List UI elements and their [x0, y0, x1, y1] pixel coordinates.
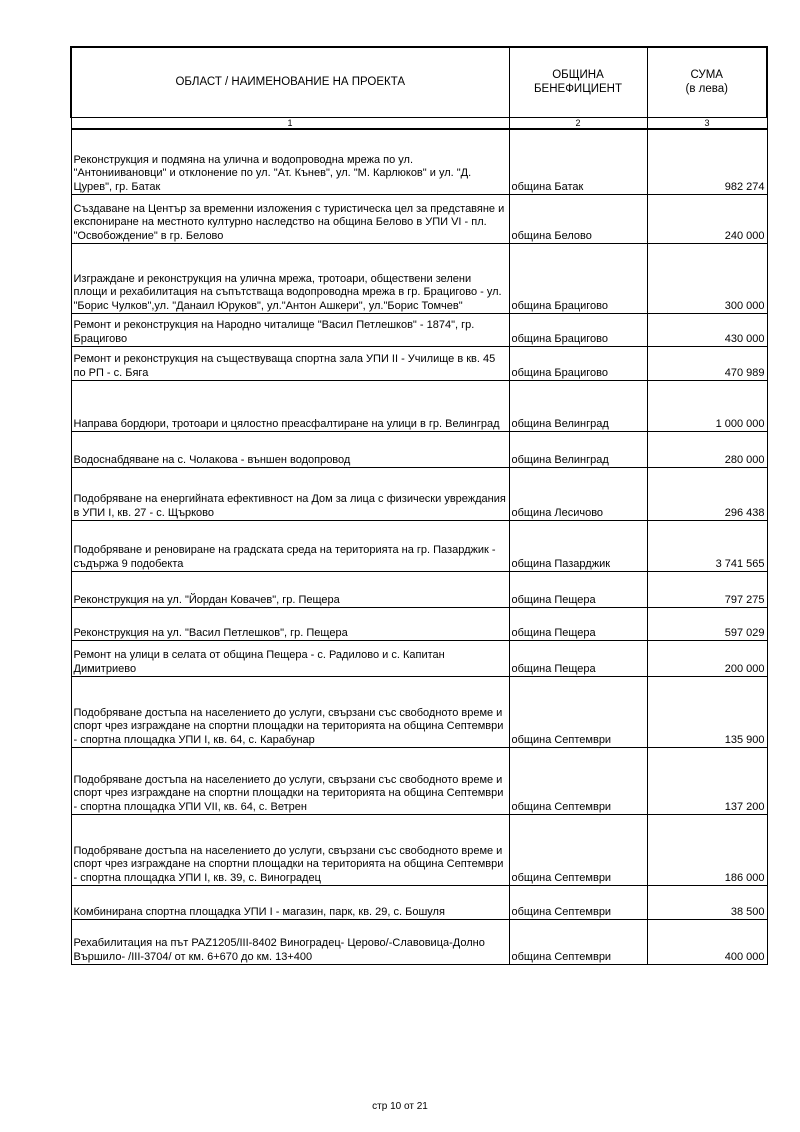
amount-cell: 470 989: [647, 347, 767, 381]
project-name-cell: Подобряване и реновиране на градската среда на територията на гр. Пазарджик - съдържа 9 подобекта: [71, 521, 509, 572]
beneficiary-cell: община Лесичово: [509, 468, 647, 521]
project-name-cell: Ремонт и реконструкция на съществуваща спортна зала УПИ II - Училище в кв. 45 по РП - с. Бяга: [71, 347, 509, 381]
amount-cell: 200 000: [647, 641, 767, 677]
amount-cell: 186 000: [647, 815, 767, 886]
beneficiary-cell: община Батак: [509, 129, 647, 195]
project-name-cell: Подобряване достъпа на населението до услуги, свързани със свободното време и спорт чрез изграждане на спортни площадки на територията на община Септември - спортна площадка УПИ I, кв. 64, с. Карабунар: [71, 677, 509, 748]
amount-cell: 400 000: [647, 920, 767, 965]
table-row: [71, 432, 767, 468]
beneficiary-cell: община Пещера: [509, 608, 647, 641]
beneficiary-cell: община Пещера: [509, 572, 647, 608]
beneficiary-cell: община Белово: [509, 195, 647, 244]
column-number: 3: [647, 117, 767, 129]
table-row: [71, 815, 767, 886]
project-name-cell: Ремонт на улици в селата от община Пещера - с. Радилово и с. Капитан Димитриево: [71, 641, 509, 677]
beneficiary-cell: община Септември: [509, 920, 647, 965]
beneficiary-cell: община Брацигово: [509, 314, 647, 347]
table-row: [71, 347, 767, 381]
amount-cell: 597 029: [647, 608, 767, 641]
beneficiary-cell: община Велинград: [509, 381, 647, 432]
table-row: [71, 920, 767, 965]
header-amount: СУМА (в лева): [647, 47, 767, 117]
amount-cell: 280 000: [647, 432, 767, 468]
table-row: [71, 572, 767, 608]
project-name-cell: Направа бордюри, тротоари и цялостно преасфалтиране на улици в гр. Велинград: [71, 381, 509, 432]
beneficiary-cell: община Велинград: [509, 432, 647, 468]
project-name-cell: Ремонт и реконструкция на Народно читалище "Васил Петлешков" - 1874", гр. Брацигово: [71, 314, 509, 347]
beneficiary-cell: община Пещера: [509, 641, 647, 677]
amount-cell: 797 275: [647, 572, 767, 608]
table-row: [71, 677, 767, 748]
project-name-cell: Реконструкция и подмяна на улична и водопроводна мрежа по ул. "Антониивановци" и отклонение по ул. "Ат. Кънев", ул. "М. Карлюков" и ул. "Д. Цурев", гр. Батак: [71, 129, 509, 195]
beneficiary-cell: община Пазарджик: [509, 521, 647, 572]
beneficiary-cell: община Септември: [509, 886, 647, 920]
project-name-cell: Реконструкция на ул. "Йордан Ковачев", гр. Пещера: [71, 572, 509, 608]
amount-cell: 300 000: [647, 244, 767, 314]
table-row: [71, 748, 767, 815]
amount-cell: 38 500: [647, 886, 767, 920]
column-number: 1: [71, 117, 509, 129]
column-number: 2: [509, 117, 647, 129]
table-row: [71, 314, 767, 347]
beneficiary-cell: община Брацигово: [509, 244, 647, 314]
table-row: [71, 468, 767, 521]
project-name-cell: Комбинирана спортна площадка УПИ I - магазин, парк, кв. 29, с. Бошуля: [71, 886, 509, 920]
table-row: [71, 244, 767, 314]
project-name-cell: Реконструкция на ул. "Васил Петлешков", гр. Пещера: [71, 608, 509, 641]
column-number-row: [71, 117, 767, 129]
header-beneficiary: ОБЩИНА БЕНЕФИЦИЕНТ: [509, 47, 647, 117]
amount-cell: 982 274: [647, 129, 767, 195]
amount-cell: 3 741 565: [647, 521, 767, 572]
project-name-cell: Изграждане и реконструкция на улична мрежа, тротоари, обществени зелени площи и рехабилитация на съпътстваща водопроводна мрежа в гр. Брацигово - ул. "Борис Чулков",ул. "Данаил Юруков", ул."Антон Ашкери", ул."Борис Томчев": [71, 244, 509, 314]
projects-table: [70, 46, 768, 965]
amount-cell: 296 438: [647, 468, 767, 521]
beneficiary-cell: община Септември: [509, 677, 647, 748]
header-project: ОБЛАСТ / НАИМЕНОВАНИЕ НА ПРОЕКТА: [71, 47, 509, 117]
project-name-cell: Подобряване на енергийната ефективност на Дом за лица с физически увреждания в УПИ I, кв. 27 - с. Щърково: [71, 468, 509, 521]
amount-cell: 137 200: [647, 748, 767, 815]
project-name-cell: Водоснабдяване на с. Чолакова - външен водопровод: [71, 432, 509, 468]
table-row: [71, 195, 767, 244]
amount-cell: 135 900: [647, 677, 767, 748]
table-row: [71, 129, 767, 195]
beneficiary-cell: община Брацигово: [509, 347, 647, 381]
table-row: [71, 381, 767, 432]
project-name-cell: Създаване на Център за временни изложения с туристическа цел за представяне и експониране на местното културно наследство на община Белово в УПИ VI - пл. "Освобождение" в гр. Белово: [71, 195, 509, 244]
project-name-cell: Подобряване достъпа на населението до услуги, свързани със свободното време и спорт чрез изграждане на спортни площадки на територията на община Септември - спортна площадка УПИ I, кв. 39, с. Виноградец: [71, 815, 509, 886]
amount-cell: 1 000 000: [647, 381, 767, 432]
header-row: [71, 47, 767, 117]
project-name-cell: Подобряване достъпа на населението до услуги, свързани със свободното време и спорт чрез изграждане на спортни площадки на територията на община Септември - спортна площадка УПИ VII, кв. 64, с. Ветрен: [71, 748, 509, 815]
page-number: стр 10 от 21: [372, 1101, 428, 1112]
table-row: [71, 641, 767, 677]
project-name-cell: Рехабилитация на път PAZ1205/III-8402 Виноградец- Церово/-Славовица-Долно Вършило- /III-3704/ от км. 6+670 до км. 13+400: [71, 920, 509, 965]
table-row: [71, 886, 767, 920]
beneficiary-cell: община Септември: [509, 815, 647, 886]
amount-cell: 430 000: [647, 314, 767, 347]
beneficiary-cell: община Септември: [509, 748, 647, 815]
table-row: [71, 608, 767, 641]
amount-cell: 240 000: [647, 195, 767, 244]
table-row: [71, 521, 767, 572]
